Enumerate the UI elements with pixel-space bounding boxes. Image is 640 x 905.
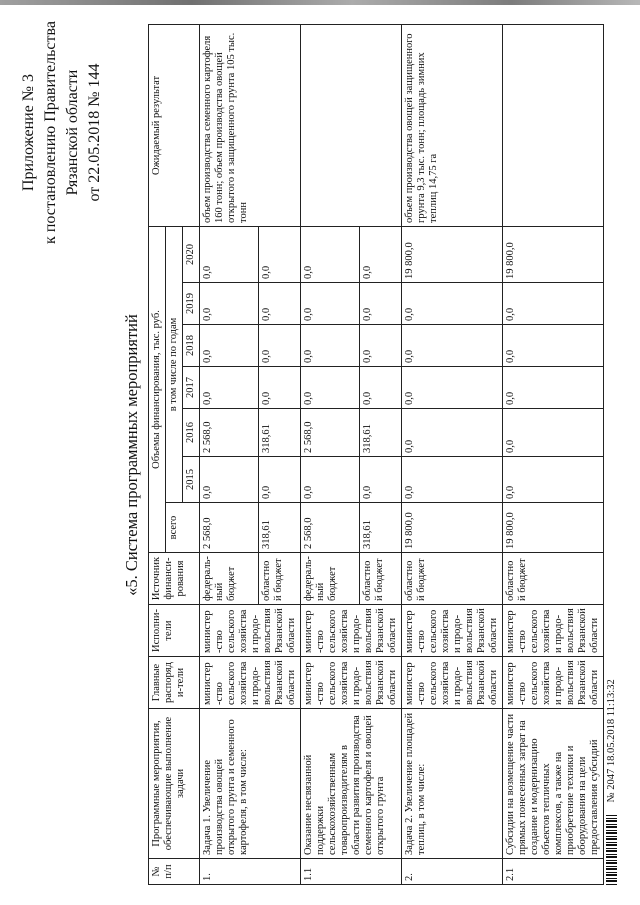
cell-2020: 0,0 <box>301 226 360 282</box>
row-source: федераль-ный бюджет <box>301 553 360 605</box>
appendix-line: Рязанской области <box>64 69 81 196</box>
cell-total: 2 568,0 <box>200 503 259 553</box>
cell-2017: 0,0 <box>200 367 259 409</box>
row-source: федераль-ный бюджет <box>200 553 259 605</box>
cell-2017: 0,0 <box>402 367 503 409</box>
header-year: 2020 <box>183 226 200 282</box>
cell-2019: 0,0 <box>360 283 402 325</box>
cell-total: 19 800,0 <box>402 503 503 553</box>
cell-2020: 19 800,0 <box>402 226 503 282</box>
cell-2017: 0,0 <box>259 367 301 409</box>
row-result: объем производства овощей защищенного грунта 9,3 тыс. тонн; площадь зимних теплиц 14,75 га <box>402 24 503 226</box>
row-number: 2. <box>402 859 503 885</box>
row-manager: министер-ство сельского хозяйства и продо-вольствия Рязанской области <box>503 657 604 709</box>
header-total: всего <box>166 503 200 553</box>
header-year: 2018 <box>183 325 200 367</box>
cell-2018: 0,0 <box>360 325 402 367</box>
header-source: Источник финанси-рования <box>149 553 200 605</box>
row-manager: министер-ство сельского хозяйства и продо-вольствия Рязанской области <box>402 657 503 709</box>
cell-2016: 2 568,0 <box>301 409 360 457</box>
row-program: Задача 2. Увеличение площадей теплиц, в том числе: <box>402 709 503 859</box>
cell-total: 19 800,0 <box>503 503 604 553</box>
row-program: Оказание несвязанной поддержки сельскохозяйственным товаропроизводителям в области развития производства семенного картофеля и овощей открытого грунта <box>301 709 402 859</box>
appendix-title: Приложение № 3 <box>20 73 37 192</box>
cell-2020: 0,0 <box>200 226 259 282</box>
row-executors: министер-ство сельского хозяйства и продо-вольствия Рязанской области <box>503 605 604 657</box>
program-measures-table <box>148 24 604 885</box>
cell-2018: 0,0 <box>503 325 604 367</box>
row-program: Субсидии на возмещение части прямых понесенных затрат на создание и модернизацию объектов тепличных комплексов, а также на приобретение техники и оборудования на цели предоставления субсидий <box>503 709 604 859</box>
cell-2015: 0,0 <box>259 457 301 503</box>
cell-2016: 2 568,0 <box>200 409 259 457</box>
cell-2019: 0,0 <box>301 283 360 325</box>
row-manager: министер-ство сельского хозяйства и продо-вольствия Рязанской области <box>200 657 301 709</box>
row-result <box>301 24 402 226</box>
cell-2015: 0,0 <box>503 457 604 503</box>
cell-total: 318,61 <box>360 503 402 553</box>
appendix-date: от 22.05.2018 № 144 <box>86 63 103 202</box>
cell-2020: 0,0 <box>259 226 301 282</box>
table-row <box>503 24 604 884</box>
cell-2019: 0,0 <box>402 283 503 325</box>
table-row <box>301 24 360 884</box>
cell-2015: 0,0 <box>301 457 360 503</box>
header-by-year: в том числе по годам <box>166 226 183 502</box>
appendix-block <box>18 10 106 255</box>
cell-2017: 0,0 <box>360 367 402 409</box>
row-result <box>503 24 604 226</box>
row-number: 1.1 <box>301 859 402 885</box>
header-executors: Исполни-тели <box>149 605 200 657</box>
row-program: Задача 1. Увеличение производства овощей открытого грунта и семенного картофеля, в том числе: <box>200 709 301 859</box>
row-executors: министер-ство сельского хозяйства и продо-вольствия Рязанской области <box>402 605 503 657</box>
row-number: 2.1 <box>503 859 604 885</box>
cell-2017: 0,0 <box>503 367 604 409</box>
cell-2016: 0,0 <box>402 409 503 457</box>
header-year: 2015 <box>183 457 200 503</box>
row-executors: министер-ство сельского хозяйства и продо-вольствия Рязанской области <box>200 605 301 657</box>
header-year: 2017 <box>183 367 200 409</box>
section-heading: «5. Система программных мероприятий <box>122 314 141 596</box>
appendix-line: к постановлению Правительства <box>42 21 59 244</box>
row-source: областной бюджет <box>360 553 402 605</box>
cell-2018: 0,0 <box>301 325 360 367</box>
header-year: 2019 <box>183 283 200 325</box>
cell-total: 318,61 <box>259 503 301 553</box>
table-row <box>402 24 503 884</box>
cell-2016: 318,61 <box>360 409 402 457</box>
row-number: 1. <box>200 859 301 885</box>
cell-2020: 19 800,0 <box>503 226 604 282</box>
cell-2016: 0,0 <box>503 409 604 457</box>
header-program: Программные мероприятия, обеспечивающие выполнение задачи <box>149 709 200 859</box>
header-manager: Главные распоряди-тели <box>149 657 200 709</box>
header-result: Ожидаемый результат <box>149 24 200 226</box>
cell-2020: 0,0 <box>360 226 402 282</box>
cell-2015: 0,0 <box>360 457 402 503</box>
cell-total: 2 568,0 <box>301 503 360 553</box>
cell-2019: 0,0 <box>200 283 259 325</box>
header-num: № п/п <box>149 859 200 885</box>
header-volume: Объемы финансирования, тыс. руб. <box>149 226 166 552</box>
cell-2018: 0,0 <box>402 325 503 367</box>
table-row <box>200 24 259 884</box>
cell-2017: 0,0 <box>301 367 360 409</box>
cell-2019: 0,0 <box>259 283 301 325</box>
cell-2018: 0,0 <box>259 325 301 367</box>
cell-2018: 0,0 <box>200 325 259 367</box>
row-source: областной бюджет <box>259 553 301 605</box>
document-footer <box>606 679 617 885</box>
document-registration-stamp: № 2047 18.05.2018 11:13:32 <box>606 679 617 803</box>
barcode-icon <box>606 815 617 885</box>
row-source: областной бюджет <box>402 553 503 605</box>
header-year: 2016 <box>183 409 200 457</box>
cell-2016: 318,61 <box>259 409 301 457</box>
row-source: областной бюджет <box>503 553 604 605</box>
row-result: объем производства семенного картофеля 160 тонн; объем производства овощей открытого и защищенного грунта 105 тыс. тонн <box>200 24 301 226</box>
row-manager: министер-ство сельского хозяйства и продо-вольствия Рязанской области <box>301 657 402 709</box>
cell-2015: 0,0 <box>200 457 259 503</box>
row-executors: министер-ство сельского хозяйства и продо-вольствия Рязанской области <box>301 605 402 657</box>
cell-2019: 0,0 <box>503 283 604 325</box>
cell-2015: 0,0 <box>402 457 503 503</box>
